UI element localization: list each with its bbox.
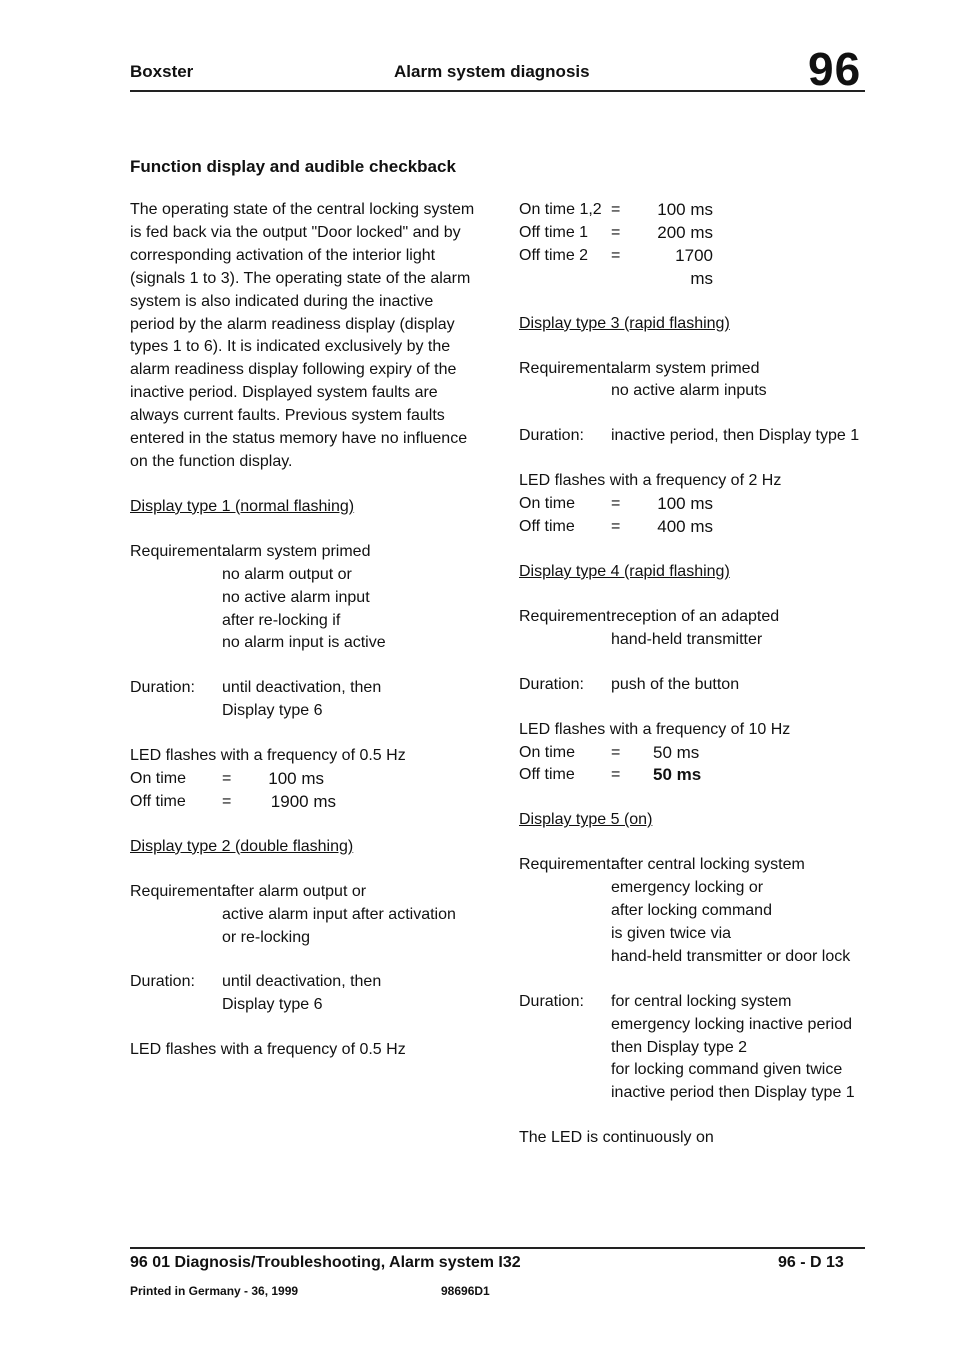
type1-led-frequency: LED flashes with a frequency of 0.5 Hz: [130, 747, 406, 765]
timing-row: [130, 791, 475, 814]
type4-led-frequency: LED flashes with a frequency of 10 Hz: [519, 720, 791, 738]
timing-value: 100 ms: [268, 769, 324, 789]
timing-name: Off time: [519, 766, 575, 784]
duration-label: Duration:: [519, 992, 584, 1010]
duration-line: then Display type 2: [611, 1038, 748, 1056]
requirement-label: Requirement:: [130, 882, 227, 900]
intro-paragraph: The operating state of the central locking system is fed back via the output "Door locked" and by corresponding activation of the interior light (signals 1 to 3). The operating state of the alarm system is also indicated during the inactive period by the alarm readiness display (display types 1 to 6). It is indicated exclusively by the alarm readiness display following expiry of the inactive period. Displayed system faults are always current faults. Previous system faults entered in the status memory have no influence on the function display.: [130, 201, 475, 470]
requirement-line: no alarm output or: [222, 565, 352, 583]
duration-line: for central locking system: [611, 992, 792, 1010]
requirement-line: active alarm input after activation: [222, 905, 456, 923]
duration-line: Display type 6: [222, 996, 323, 1014]
timing-row: [519, 516, 864, 539]
timing-name: On time: [519, 743, 576, 761]
timing-value: 50 ms: [653, 742, 700, 762]
header-title: Alarm system diagnosis: [394, 62, 590, 81]
timing-row: [519, 742, 864, 765]
right-column: [519, 199, 864, 1150]
requirement-line: alarm system primed: [222, 542, 371, 560]
footer-section: 96 01 Diagnosis/Troubleshooting, Alarm system I32: [130, 1254, 521, 1271]
header-rule: [130, 90, 865, 92]
type1-duration: [130, 677, 475, 723]
timing-name: Off time: [130, 792, 186, 810]
type5-requirement: [519, 854, 864, 969]
timing-row: [130, 768, 475, 791]
timing-equals: =: [222, 770, 232, 788]
header-group-number: 96: [808, 43, 862, 95]
type1-heading: Display type 1 (normal flashing): [130, 497, 355, 515]
requirement-line: is given twice via: [611, 924, 732, 942]
timing-value: 200 ms: [657, 222, 713, 242]
timing-value: 100 ms: [657, 494, 713, 514]
duration-line: until deactivation, then: [222, 679, 382, 697]
requirement-label: Requirement:: [519, 607, 616, 625]
requirement-line: no active alarm inputs: [611, 382, 767, 400]
timing-row: [519, 199, 864, 222]
timing-name: On time 1,2: [519, 201, 602, 218]
type5-led-status: The LED is continuously on: [519, 1129, 714, 1147]
type5-duration: [519, 991, 864, 1106]
timing-name: Off time 1: [519, 223, 589, 241]
type1-requirement: [130, 541, 475, 656]
type2-led-frequency: LED flashes with a frequency of 0.5 Hz: [130, 1041, 406, 1059]
requirement-line: hand-held transmitter or door lock: [611, 947, 851, 965]
requirement-line: hand-held transmitter: [611, 630, 763, 648]
left-column: [130, 199, 475, 1062]
requirement-line: reception of an adapted: [611, 607, 780, 625]
timing-value: 100 ms: [657, 200, 713, 219]
type4-heading: Display type 4 (rapid flashing): [519, 562, 730, 580]
type2-duration: [130, 971, 475, 1017]
type3-heading: Display type 3 (rapid flashing): [519, 314, 730, 332]
requirement-label: Requirement:: [519, 359, 616, 377]
timing-equals: =: [611, 495, 621, 513]
section-title: Function display and audible checkback: [130, 157, 456, 176]
duration-line: inactive period, then Display type 1: [611, 427, 860, 445]
duration-label: Duration:: [130, 973, 195, 991]
timing-name: Off time 2: [519, 246, 589, 264]
requirement-line: emergency locking or: [611, 879, 764, 897]
footer-printed: Printed in Germany - 36, 1999: [130, 1284, 299, 1298]
footer-code: 98696D1: [441, 1284, 490, 1298]
type3-led-frequency: LED flashes with a frequency of 2 Hz: [519, 472, 782, 490]
timing-value: 1900 ms: [270, 791, 336, 811]
type3-requirement: [519, 358, 864, 404]
timing-name: On time: [130, 770, 187, 788]
type3-duration: [519, 425, 864, 448]
timing-equals: =: [222, 792, 232, 810]
footer-page-number: 96 - D 13: [778, 1254, 844, 1271]
requirement-line: after re-locking if: [222, 611, 341, 629]
requirement-line: after locking command: [611, 902, 772, 920]
timing-equals: =: [611, 518, 621, 536]
timing-row: [519, 245, 864, 291]
duration-line: for locking command given twice: [611, 1061, 843, 1079]
timing-equals: =: [611, 766, 621, 784]
timing-value: 400 ms: [657, 517, 713, 537]
requirement-line: after central locking system: [611, 856, 805, 874]
requirement-label: Requirement:: [519, 856, 616, 874]
type4-duration: [519, 674, 864, 697]
timing-name: On time: [519, 495, 576, 513]
duration-line: until deactivation, then: [222, 973, 382, 991]
timing-row: [519, 764, 864, 787]
timing-row: [519, 222, 864, 245]
timing-equals: =: [611, 201, 621, 218]
footer-rule: [130, 1247, 865, 1249]
timing-name: Off time: [519, 518, 575, 536]
timing-equals: =: [611, 246, 621, 264]
duration-line: inactive period then Display type 1: [611, 1084, 855, 1102]
duration-label: Duration:: [519, 675, 584, 693]
timing-value: 1700 ms: [675, 245, 713, 288]
type2-requirement: [130, 881, 475, 950]
timing-equals: =: [611, 743, 621, 761]
requirement-label: Requirement:: [130, 542, 227, 560]
type5-heading: Display type 5 (on): [519, 811, 653, 829]
requirement-line: no active alarm input: [222, 588, 370, 606]
type2-heading: Display type 2 (double flashing): [130, 837, 354, 855]
duration-line: emergency locking inactive period: [611, 1015, 853, 1033]
timing-equals: =: [611, 223, 621, 241]
duration-line: Display type 6: [222, 702, 323, 720]
timing-row: [519, 493, 864, 516]
requirement-line: no alarm input is active: [222, 634, 386, 652]
requirement-line: or re-locking: [222, 928, 311, 946]
header-model: Boxster: [130, 62, 194, 81]
duration-line: push of the button: [611, 675, 740, 693]
timing-value: 50 ms: [653, 765, 702, 785]
duration-label: Duration:: [519, 427, 584, 445]
duration-label: Duration:: [130, 679, 195, 697]
type4-requirement: [519, 606, 864, 652]
requirement-line: after alarm output or: [222, 882, 367, 900]
requirement-line: alarm system primed: [611, 359, 760, 377]
